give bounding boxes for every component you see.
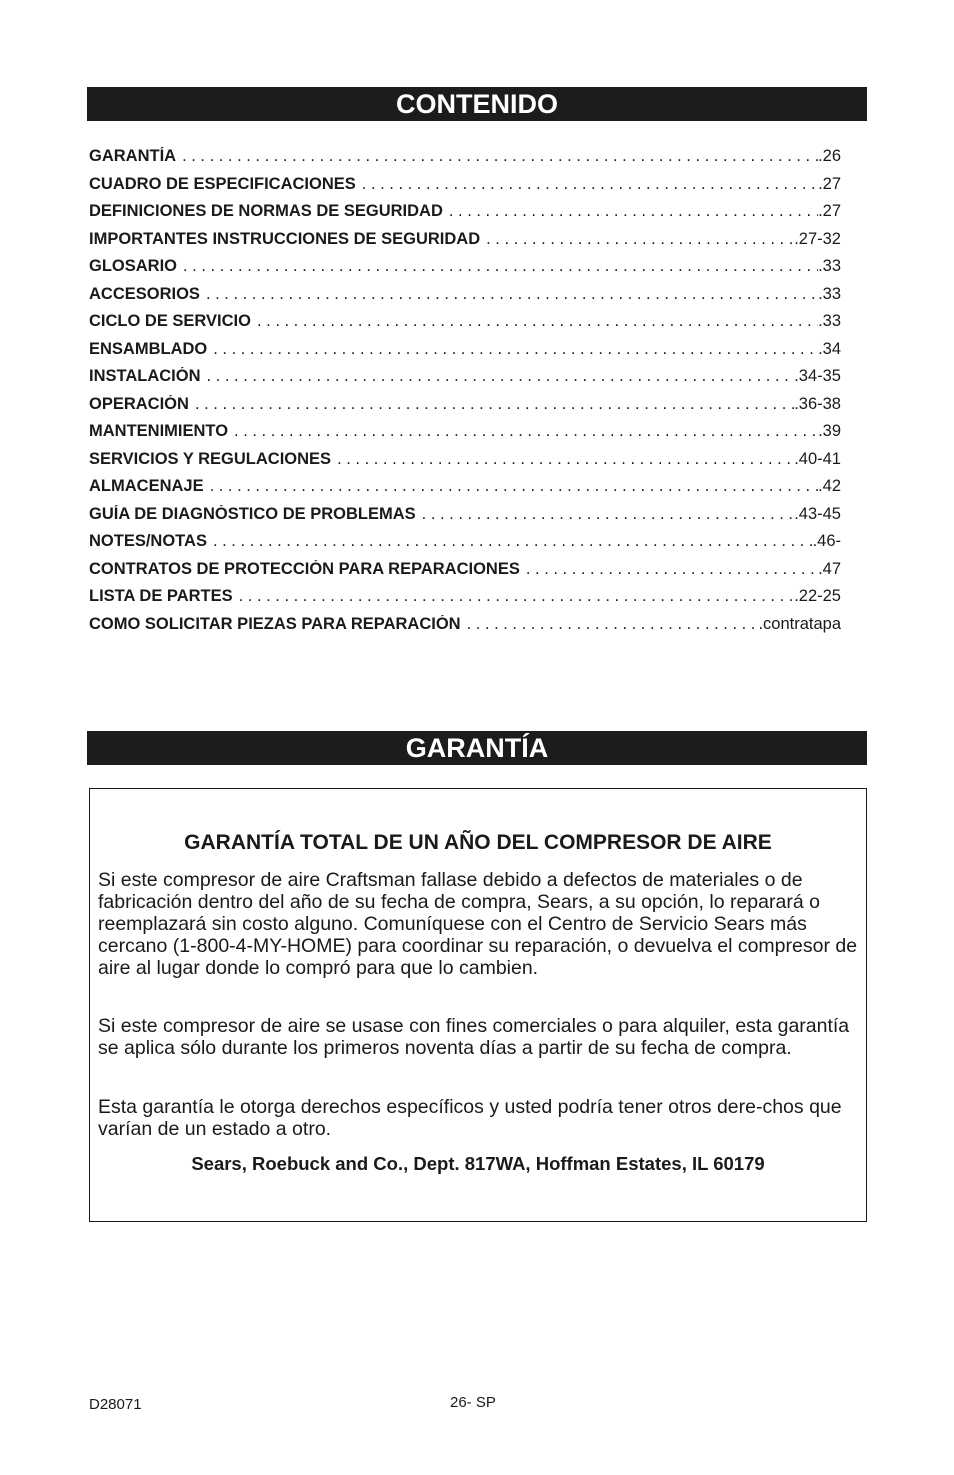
toc-entry-page: .33 <box>818 284 841 303</box>
toc-dot-leader <box>239 587 795 606</box>
toc-dot-leader <box>449 202 818 221</box>
toc-dot-leader <box>207 367 795 386</box>
toc-entry <box>89 147 841 175</box>
toc-entry-page: .33 <box>818 312 841 330</box>
toc-entry <box>89 450 841 478</box>
toc-entry-page: .47 <box>818 559 841 578</box>
warranty-address: Sears, Roebuck and Co., Dept. 817WA, Hoffman Estates, IL 60179 <box>191 1153 765 1174</box>
toc-entry-title: LISTA DE PARTES <box>89 587 233 605</box>
toc-entry-page: .39 <box>818 422 841 440</box>
table-of-contents <box>89 147 841 642</box>
toc-entry-title: INSTALACIÓN <box>89 367 201 385</box>
toc-entry-title: CUADRO DE ESPECIFICACIONES <box>89 174 356 193</box>
contents-heading: CONTENIDO <box>87 87 867 121</box>
toc-entry-page: .43-45 <box>794 504 841 523</box>
toc-entry <box>89 257 841 285</box>
toc-entry-page: .27 <box>818 202 841 220</box>
toc-entry-page: .contratapa <box>758 614 841 633</box>
toc-entry <box>89 395 841 423</box>
toc-dot-leader <box>206 285 818 304</box>
toc-entry-page: .34-35 <box>794 367 841 385</box>
toc-entry <box>89 285 841 313</box>
toc-entry <box>89 615 841 643</box>
toc-entry-page: .46- <box>812 532 841 550</box>
toc-entry-page: .27 <box>818 174 841 193</box>
toc-entry-page: .26 <box>818 147 841 165</box>
toc-entry <box>89 560 841 588</box>
toc-dot-leader <box>234 422 818 441</box>
toc-entry-title: CICLO DE SERVICIO <box>89 312 251 330</box>
toc-dot-leader <box>337 450 794 469</box>
toc-entry-page: .42 <box>818 477 841 495</box>
toc-entry <box>89 175 841 203</box>
toc-entry-title: IMPORTANTES INSTRUCCIONES DE SEGURIDAD <box>89 229 481 248</box>
toc-entry-page: .34 <box>818 339 841 358</box>
warranty-paragraph: Si este compresor de aire se usase con fines comerciales o para alquiler, esta garantía se aplica sólo durante los primeros noventa días a partir de su fecha de compra. <box>98 1015 850 1059</box>
toc-entry-title: ENSAMBLADO <box>89 339 208 358</box>
toc-entry-page: .27-32 <box>794 229 841 248</box>
toc-dot-leader <box>183 257 818 276</box>
warranty-title: GARANTÍA TOTAL DE UN AÑO DEL COMPRESOR DE AIRE <box>184 831 772 854</box>
toc-dot-leader <box>213 532 813 551</box>
toc-entry <box>89 587 841 615</box>
document-code: D28071 <box>89 1396 142 1413</box>
toc-dot-leader <box>467 615 759 634</box>
toc-entry-title: ACCESORIOS <box>89 284 200 303</box>
toc-dot-leader <box>422 505 795 524</box>
toc-dot-leader <box>213 340 818 359</box>
toc-entry-page: .40-41 <box>794 449 841 468</box>
warranty-heading: GARANTÍA <box>87 731 867 765</box>
toc-entry <box>89 532 841 560</box>
toc-dot-leader <box>195 395 794 414</box>
toc-entry <box>89 505 841 533</box>
warranty-paragraph: Si este compresor de aire Craftsman fallase debido a defectos de materiales o de fabricación dentro del año de su fecha de compra, Sears, a su opción, lo reparará o reemplazará sin costo alguno. Comuníquese con el Centro de Servicio Sears más cercano (1-800-4-MY-HOME) para coordinar su reparación, o devuelva el compresor de aire al lugar donde lo compró para que lo cambien. <box>98 869 858 979</box>
toc-entry-title: SERVICIOS Y REGULACIONES <box>89 449 332 468</box>
toc-entry-title: COMO SOLICITAR PIEZAS PARA REPARACIÓN <box>89 614 461 633</box>
toc-entry-title: GARANTÍA <box>89 147 177 165</box>
warranty-paragraph: Esta garantía le otorga derechos específicos y usted podría tener otros dere-chos que varían de un estado a otro. <box>98 1096 842 1140</box>
toc-entry <box>89 477 841 505</box>
toc-entry-title: GLOSARIO <box>89 257 178 275</box>
toc-entry <box>89 202 841 230</box>
warranty-box <box>89 788 867 1222</box>
toc-dot-leader <box>210 477 818 496</box>
toc-entry <box>89 230 841 258</box>
toc-entry-page: .36-38 <box>794 394 841 413</box>
toc-entry-page: .22-25 <box>794 587 841 605</box>
toc-entry <box>89 367 841 395</box>
toc-dot-leader <box>526 560 818 579</box>
toc-entry <box>89 422 841 450</box>
toc-dot-leader <box>362 175 818 194</box>
toc-entry-title: CONTRATOS DE PROTECCIÓN PARA REPARACIONES <box>89 559 520 578</box>
toc-entry-title: DEFINICIONES DE NORMAS DE SEGURIDAD <box>89 202 443 220</box>
toc-entry-title: MANTENIMIENTO <box>89 422 229 440</box>
toc-dot-leader <box>182 147 818 166</box>
toc-entry-page: .33 <box>818 257 841 275</box>
toc-entry-title: ALMACENAJE <box>89 477 204 495</box>
toc-entry <box>89 340 841 368</box>
toc-dot-leader <box>486 230 794 249</box>
toc-entry <box>89 312 841 340</box>
toc-entry-title: NOTES/NOTAS <box>89 532 207 550</box>
toc-dot-leader <box>257 312 818 331</box>
toc-entry-title: GUÍA DE DIAGNÓSTICO DE PROBLEMAS <box>89 504 416 523</box>
page-number: 26- SP <box>450 1394 496 1411</box>
toc-entry-title: OPERACIÓN <box>89 394 189 413</box>
